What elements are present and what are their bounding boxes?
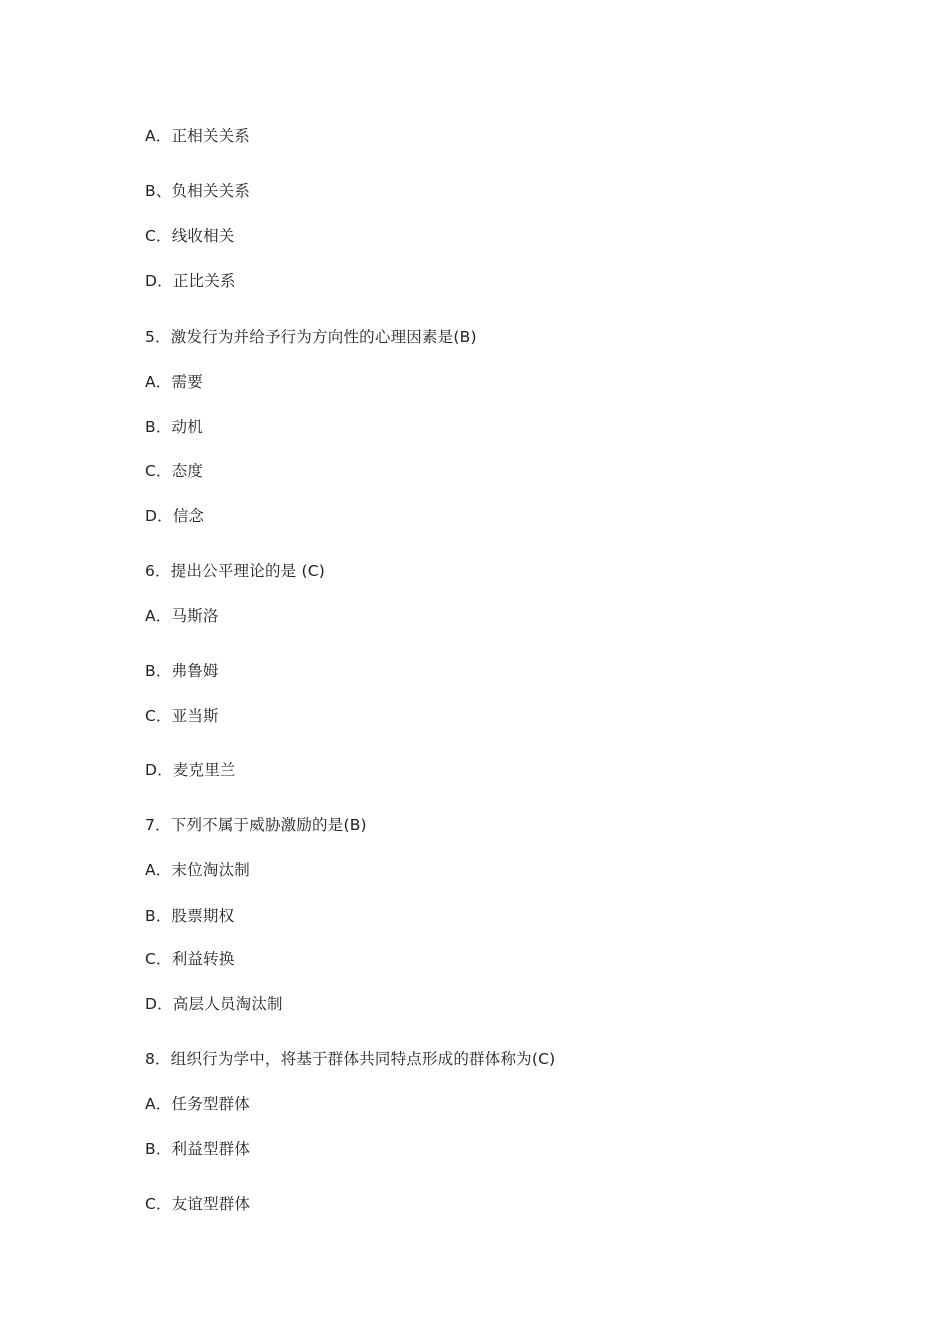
q7-option-c: C．利益转换 <box>145 950 235 968</box>
q8-option-a: A．任务型群体 <box>145 1095 251 1113</box>
q5-option-c: C．态度 <box>145 462 204 480</box>
q6-option-a: A．马斯洛 <box>145 607 219 625</box>
option-a-positive-correlation: A．正相关关系 <box>145 127 251 145</box>
q7-option-d: D．高层人员淘汰制 <box>145 995 283 1013</box>
q8-option-c: C．友谊型群体 <box>145 1195 251 1213</box>
q7-option-b: B．股票期权 <box>145 907 235 925</box>
question-8: 8．组织行为学中，将基于群体共同特点形成的群体称为(C) <box>145 1050 556 1068</box>
question-5: 5．激发行为并给予行为方向性的心理因素是(B) <box>145 328 477 346</box>
q6-option-b: B．弗鲁姆 <box>145 662 219 680</box>
q5-option-b: B．动机 <box>145 418 203 436</box>
option-c-linear-correlation: C．线收相关 <box>145 227 235 245</box>
question-7: 7．下列不属于威胁激励的是(B) <box>145 816 367 834</box>
option-b-negative-correlation: B、负相关关系 <box>145 182 251 200</box>
q5-option-d: D．信念 <box>145 507 205 525</box>
q8-option-b: B．利益型群体 <box>145 1140 251 1158</box>
q7-option-a: A．末位淘汰制 <box>145 861 251 879</box>
option-d-proportional: D．正比关系 <box>145 272 236 290</box>
q6-option-c: C．亚当斯 <box>145 707 219 725</box>
question-6: 6．提出公平理论的是 (C) <box>145 562 326 580</box>
q6-option-d: D．麦克里兰 <box>145 761 236 779</box>
q5-option-a: A．需要 <box>145 373 203 391</box>
